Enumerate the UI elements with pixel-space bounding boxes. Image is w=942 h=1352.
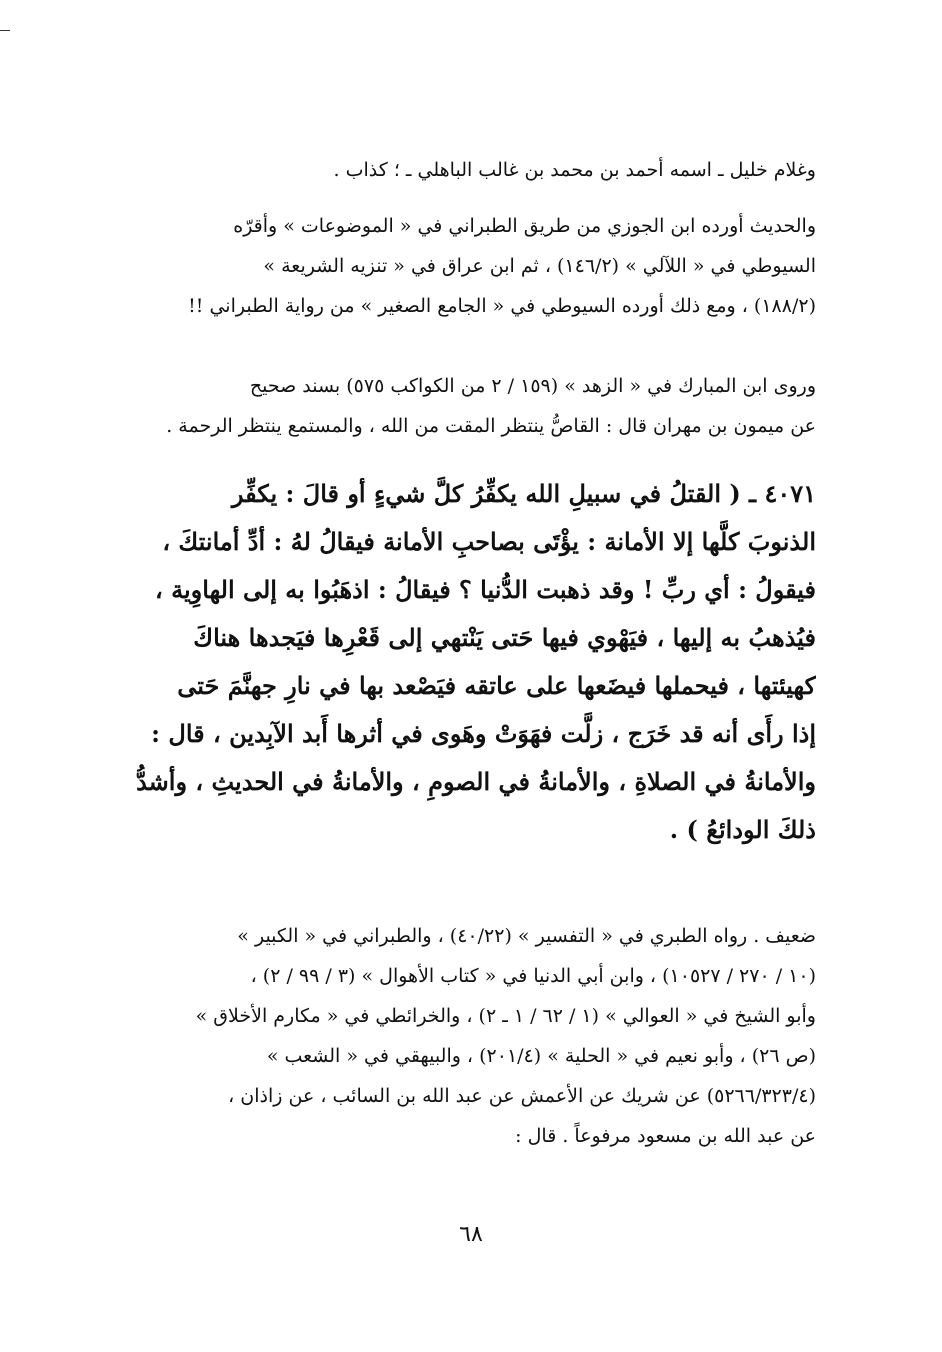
text-line: (١٨٨/٢) ، ومع ذلك أورده السيوطي في « الجامع الصغير » من رواية الطبراني !! xyxy=(188,295,816,317)
text-line: إذا رأَى أنه قد خَرَج ، زلَّت فهَوَتْ وهَوى في أثرها أَبد الآبِدين ، قال : xyxy=(151,719,816,748)
paragraph-takhrij-mawdoat xyxy=(96,206,816,326)
text-line: وغلام خليل ـ اسمه أحمد بن محمد بن غالب الباهلي ـ ؛ كذاب . xyxy=(333,159,816,181)
text-line: ٤٠٧١ ـ ( القتلُ في سبيلِ الله يكفِّرُ كلَّ شيءٍ أو قالَ : يكفِّر xyxy=(231,479,816,508)
text-line: وأبو الشيخ في « العوالي » (١ / ٦٢ / ١ ـ ٢) ، والخرائطي في « مكارم الأخلاق » xyxy=(195,1005,816,1027)
scan-edge-mark xyxy=(0,30,10,31)
text-line: عن عبد الله بن مسعود مرفوعاً . قال : xyxy=(515,1125,816,1147)
paragraph-grading-takhrij xyxy=(96,916,816,1156)
text-line: (١٠ / ٢٧٠ / ١٠٥٢٧) ، وابن أبي الدنيا في « كتاب الأهوال » (٣ / ٩٩ / ٢) ، xyxy=(250,965,816,987)
text-line: ذلكَ الودائعُ ) . xyxy=(669,815,816,844)
page-number: ٦٨ xyxy=(459,1222,483,1247)
text-line: (٥٢٦٦/٣٢٣/٤) عن شريك عن الأعمش عن عبد الله بن السائب ، عن زاذان ، xyxy=(228,1085,816,1107)
paragraph-narrator-note xyxy=(96,150,816,190)
text-line: والحديث أورده ابن الجوزي من طريق الطبراني في « الموضوعات » وأقرّه xyxy=(233,215,816,237)
text-line: السيوطي في « اللآلي » (١٤٦/٢) ، ثم ابن عراق في « تنزيه الشريعة » xyxy=(263,255,816,277)
text-line: كهيئتها ، فيحملها فيضَعها على عاتقه فيَصْعد بها في نارِ جهنَّمَ حَتى xyxy=(177,671,816,700)
text-line: فيقولُ : أي ربِّ ! وقد ذهبت الدُّنيا ؟ فيقالُ : اذهَبُوا به إلى الهاوِية ، xyxy=(155,575,816,604)
text-line: وروى ابن المبارك في « الزهد » (١٥٩ / ٢ من الكواكب ٥٧٥) بسند صحيح xyxy=(249,375,816,397)
hadith-text-4071 xyxy=(96,470,816,854)
text-line: عن ميمون بن مهران قال : القاصُّ ينتظر المقت من الله ، والمستمع ينتظر الرحمة . xyxy=(166,415,816,437)
text-line: ضعيف . رواه الطبري في « التفسير » (٤٠/٢٢) ، والطبراني في « الكبير » xyxy=(237,925,816,947)
text-line: والأمانةُ في الصلاةِ ، والأمانةُ في الصومِ ، والأمانةُ في الحديثِ ، وأشدُّ xyxy=(136,767,816,796)
text-line: الذنوبَ كلَّها إلا الأمانة : يؤْتَى بصاحبِ الأمانة فيقالُ لهُ : أدِّ أمانتكَ ، xyxy=(162,527,816,556)
text-line: فيُذهبُ به إليها ، فيَهْوي فيها حَتى يَنْتهي إلى قَعْرِها فيَجدها هناكَ xyxy=(193,623,816,652)
text-line: (ص ٢٦) ، وأبو نعيم في « الحلية » (٢٠١/٤) ، والبيهقي في « الشعب » xyxy=(266,1045,816,1067)
paragraph-zuhd-report xyxy=(96,366,816,446)
